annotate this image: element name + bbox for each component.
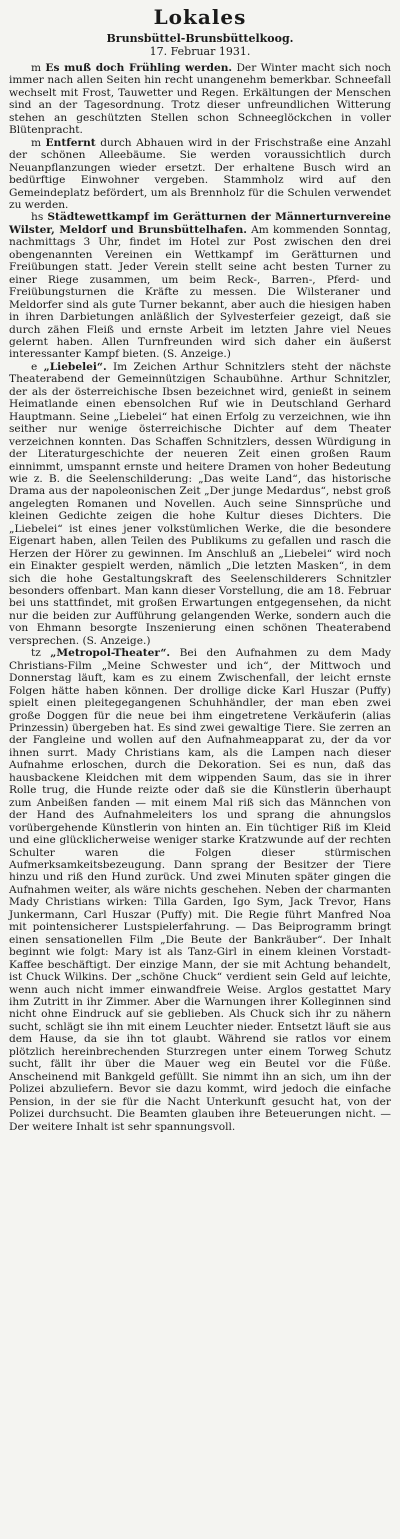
dateline-place: Brunsbüttel-Brunsbüttelkoog.: [106, 32, 294, 45]
article-liebelei: [9, 361, 391, 647]
article-body: Bei den Aufnahmen zu dem Mady Christians-Film „Meine Schwester und ich“, der Mittwoch und Donnerstag läuft, kam es zu einem Zwischenfall, der leicht ernste Folgen hätte haben können. Der drollige dicke Karl Huszar (Puffy) spielt einen pleitegegangenen Schuhhändler, der man eben zwei große Doggen für die neue bei ihm eingetretene Verkäuferin (alias Prinzessin) übergeben hat. Es sind zwei gewaltige Tiere. Sie zerren an der Fangleine und wollen auf den Aufnahmeapparat zu, der da vor ihnen surrt. Mady Christians kam, als die Lampen nach dieser Aufnahme erloschen, durch die Dekoration. Sei es nun, daß das hausbackene Kleidchen mit dem wippenden Saum, das sie in ihrer Rolle trug, die Hunde reizte oder daß sie die Künstlerin überhaupt zum Anbeißen fanden — mit einem Mal riß sich das Männchen von der Hand des Aufnahmeleiters los und sprang die ahnungslos vorübergehende Künstlerin von hinten an. Ein tüchtiger Riß im Kleid und eine glücklicherweise weniger starke Kratzwunde auf der rechten Schulter waren die Folgen dieser stürmischen Aufmerksamkeitsbezeugung. Dann sprang der Besitzer der Tiere hinzu und riß den Hund zurück. Und zwei Minuten später gingen die Aufnahmen weiter, als wäre nichts geschehen. Neben der charmanten Mady Christians wirken: Tilla Garden, Igo Sym, Jack Trevor, Hans Junkermann, Carl Huszar (Puffy) mit. Die Regie führt Manfred Noa mit pointensicherer Lustspielerfahrung. — Das Beiprogramm bringt einen sensationellen Film „Die Beute der Bankräuber“. Der Inhalt beginnt wie folgt: Mary ist als Tanz-Girl in einem kleinen Vorstadt-Kaffee beschäftigt. Der einzige Mann, der sie mit Achtung behandelt, ist Chuck Wilkins. Der „schöne Chuck“ verdient sein Geld auf leichte, wenn auch nicht immer einwandfreie Weise. Arglos gestattet Mary ihm Zutritt in ihr Zimmer. Aber die Warnungen ihrer Kolleginnen sind nicht ohne Eindruck auf sie geblieben. Als Chuck sich ihr zu nähern sucht, schlägt sie ihn mit einem Leuchter nieder. Entsetzt läuft sie aus dem Hause, da sie ihn tot glaubt. Während sie ratlos vor einem plötzlich hereinbrechenden Sturzregen unter einem Torweg Schutz sucht, fällt ihr über die Mauer weg ein Beutel vor die Füße. Anscheinend mit Bankgeld gefüllt. Sie nimmt ihn an sich, um ihn der Polizei abzuliefern. Bevor sie dazu kommt, wird jedoch die einfache Pension, in der sie für die Nacht Unterkunft gesucht hat, von der Polizei durchsucht. Die Beamten glauben ihre Beteuerungen nicht. — Der weitere Inhalt ist sehr spannungsvoll.: [9, 647, 392, 1133]
article-lead: Entfernt: [45, 136, 96, 149]
article-body: Im Zeichen Arthur Schnitzlers steht der nächste Theaterabend der Gemeinnützigen Schaubühne. Arthur Schnitzler, der als der österreichische Ibsen bezeichnet wird, genießt in seinem Heimatlande einen ebensolchen Ruf wie in Deutschland Gerhard Hauptmann. Seine „Liebelei“ hat einen Erfolg zu verzeichnen, wie ihn seither nur wenige österreichische Dichter auf dem Theater verzeichnen konnten. Das Schaffen Schnitzlers, dessen Würdigung in der Literaturgeschichte der neueren Zeit einen großen Raum einnimmt, umspannt ernste und heitere Dramen von hoher Bedeutung wie z. B. die Seelenschilderung: „Das weite Land“, das historische Drama aus der napoleonischen Zeit „Der junge Medardus“, nebst groß angelegten Romanen und Novellen. Auch seine Sinnsprüche und kleinen Gedichte zeigen die hohe Kultur dieses Dichters. Die „Liebelei“ ist eines jener volkstümlichen Werke, die die besondere Eigenart haben, allen Teilen des Publikums zu gefallen und rasch die Herzen der Hörer zu gewinnen. Im Anschluß an „Liebelei“ wird noch ein Einakter gespielt werden, nämlich „Die letzten Masken“, in dem sich die hohe Gestaltungskraft des Seelenschilderers Schnitzler besonders offenbart. Man kann dieser Vorstellung, die am 18. Februar bei uns stattfindet, mit großen Erwartungen entgegensehen, da nicht nur die beiden zur Aufführung gelangenden Werke, sondern auch die von Ehmann besorgte Inszenierung einen schönen Theaterabend versprechen. (S. Anzeige.): [9, 360, 391, 647]
article-marker: m: [31, 136, 42, 149]
article-marker: m: [31, 62, 42, 74]
article-lead: „Liebelei“.: [43, 360, 107, 373]
dateline: [9, 32, 391, 58]
section-title: Lokales: [153, 5, 247, 29]
article-body: Am kommenden Sonntag, nachmittags 3 Uhr, findet im Hotel zur Post zwischen den drei obengenannten Vereinen ein Wettkampf im Gerätturnen und Freiübungen statt. Jeder Verein stellt seine acht besten Turner zu einer Riege zusammen, um beim Reck-, Barren-, Pferd- und Freiübungsturnen die Kräfte zu messen. Die Wilsteraner und Meldorfer sind als gute Turner bekannt, aber auch die hiesigen haben in ihren Darbietungen anläßlich der Sylvesterfeier gezeigt, daß sie durch zähen Fleiß und ernste Arbeit im letzten Jahre viel Neues gelernt haben. Allen Turnfreunden wird sich daher ein äußerst interessanter Kampf bieten. (S. Anzeige.): [9, 223, 392, 361]
article-body: Der Winter macht sich noch immer nach allen Seiten hin recht unangenehm bemerkbar. Schneefall wechselt mit Frost, Tauwetter und Regen. Erkältungen der Menschen sind an der Tagesordnung. Trotz dieser unfreundlichen Witterung stehen an geschützten Stellen schon Schneeglöckchen in voller Blütenpracht.: [9, 62, 392, 137]
article-entfernt: [9, 137, 391, 212]
article-body: durch Abhauen wird in der Frischstraße eine Anzahl der schönen Alleebäume. Sie werden voraussichtlich durch Neuanpflanzungen wieder ersetzt. Der erhaltene Busch wird an bedürftige Einwohner vergeben. Stammholz wird auf den Gemeindeplatz befördert, um als Brennholz für die Schulen verwendet zu werden.: [9, 136, 391, 211]
article-lead: „Metropol-Theater“.: [50, 647, 171, 660]
article-lead: Städtewettkampf im Gerätturnen der Männerturnvereine Wilster, Meldorf und Brunsbüttelhafen.: [9, 211, 391, 236]
article-marker: hs: [31, 211, 44, 224]
article-marker: tz: [31, 647, 41, 660]
article-marker: e: [31, 360, 38, 373]
article-staedtewettkampf: [9, 211, 391, 360]
article-fruehling: [9, 62, 391, 137]
article-lead: Es muß doch Frühling werden.: [45, 62, 233, 74]
dateline-date: 17. Februar 1931.: [149, 45, 251, 58]
article-metropol-theater: [9, 647, 391, 1133]
